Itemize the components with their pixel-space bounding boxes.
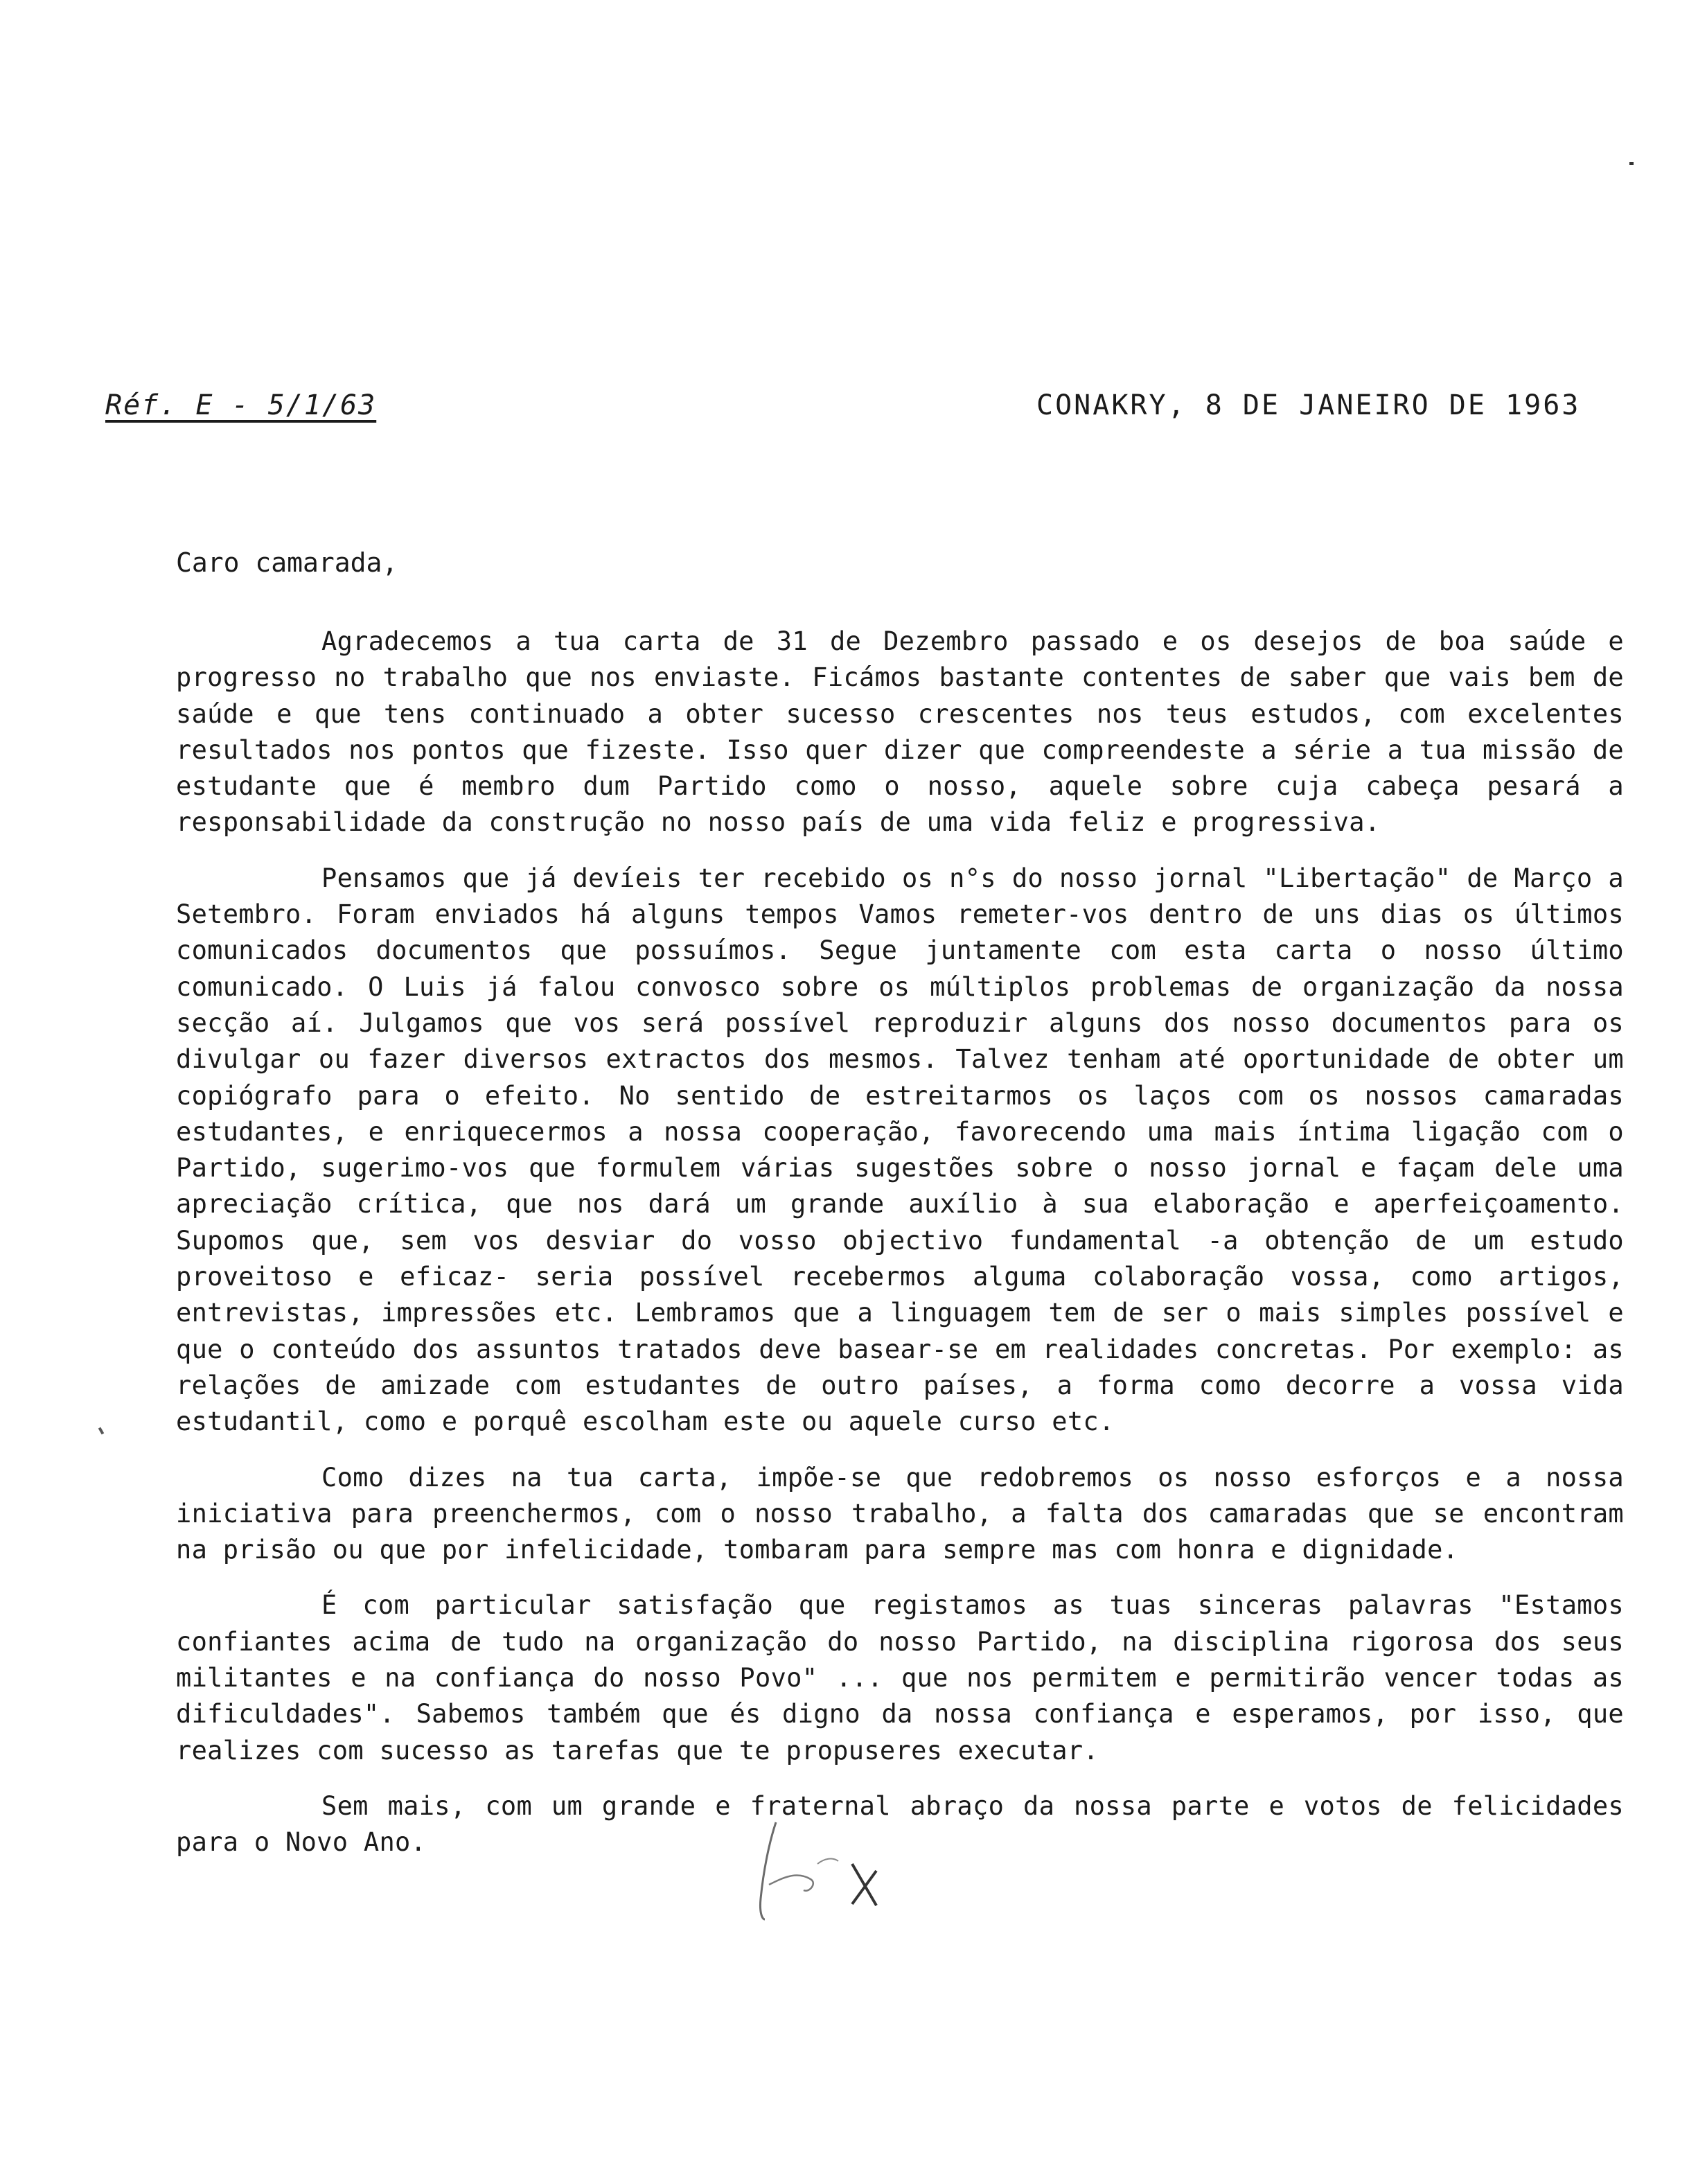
paragraph: É com particular satisfação que registamos as tuas sinceras palavras "Estamos confiantes acima de tudo na organização do nosso Partido, na disciplina rigorosa dos seus militantes e na confiança do nosso Povo" ... que nos permitem e permitirão vencer todas as dificuldades". Sabemos também que és digno da nossa confiança e esperamos, por isso, que realizes com sucesso as tarefas que te propuseres executar. (176, 1590, 1624, 1765)
paragraph: Sem mais, com um grande e fraternal abraço da nossa parte e votos de felicidades para o Novo Ano. (176, 1790, 1624, 1858)
reference-number: Réf. E - 5/1/63 (105, 389, 377, 421)
handwritten-signature (748, 1815, 901, 1940)
salutation: Caro camarada, (176, 547, 398, 578)
paragraph: Pensamos que já devíeis ter recebido os n°s do nosso jornal "Libertação" de Março a Setembro. Foram enviados há alguns tempos Vamos remeter-vos dentro de uns dias os últimos comunicados documentos que possuímos. Segue juntamente com esta carta o nosso último comunicado. O Luis já falou convosco sobre os múltiplos problemas de organização da nossa secção aí. Julgamos que vos será possível reproduzir alguns dos nosso documentos para os divulgar ou fazer diversos extractos dos mesmos. Talvez tenham até oportunidade de obter um copiógrafo para o efeito. No sentido de estreitarmos os laços com os nossos camaradas estudantes, e enriquecermos a nossa cooperação, favorecendo uma mais íntima ligação com o Partido, sugerimo-vos que formulem várias sugestões sobre o nosso jornal e façam dele uma apreciação crítica, que nos dará um grande auxílio à sua elaboração e aperfeiçoamento. Supomos que, sem vos desviar do vosso objectivo fundamental -a obtenção de um estudo proveitoso e eficaz- seria possível recebermos alguma colaboração vossa, como artigos, entrevistas, impressões etc. Lembramos que a linguagem tem de ser o mais simples possível e que o conteúdo dos assuntos tratados deve basear-se em realidades concretas. Por exemplo: as relações de amizade com estudantes de outro países, a forma como decorre a vossa vida estudantil, como e porquê escolham este ou aquele curso etc. (176, 863, 1624, 1437)
paragraph: Como dizes na tua carta, impõe-se que redobremos os nosso esforços e a nossa iniciativa para preenchermos, com o nosso trabalho, a falta dos camaradas que se encontram na prisão ou que por infelicidade, tombaram para sempre mas com honra e dignidade. (176, 1462, 1624, 1565)
stray-mark (98, 1427, 104, 1435)
dateline: CONAKRY, 8 DE JANEIRO DE 1963 (1036, 389, 1581, 421)
stray-mark (1629, 162, 1634, 165)
letter-body (176, 624, 1624, 1881)
paragraph: Agradecemos a tua carta de 31 de Dezembro passado e os desejos de boa saúde e progresso no trabalho que nos enviaste. Ficámos bastante contentes de saber que vais bem de saúde e que tens continuado a obter sucesso crescentes nos teus estudos, com excelentes resultados nos pontos que fizeste. Isso quer dizer que compreendeste a série a tua missão de estudante que é membro dum Partido como o nosso, aquele sobre cuja cabeça pesará a responsabilidade da construção no nosso país de uma vida feliz e progressiva. (176, 626, 1624, 838)
